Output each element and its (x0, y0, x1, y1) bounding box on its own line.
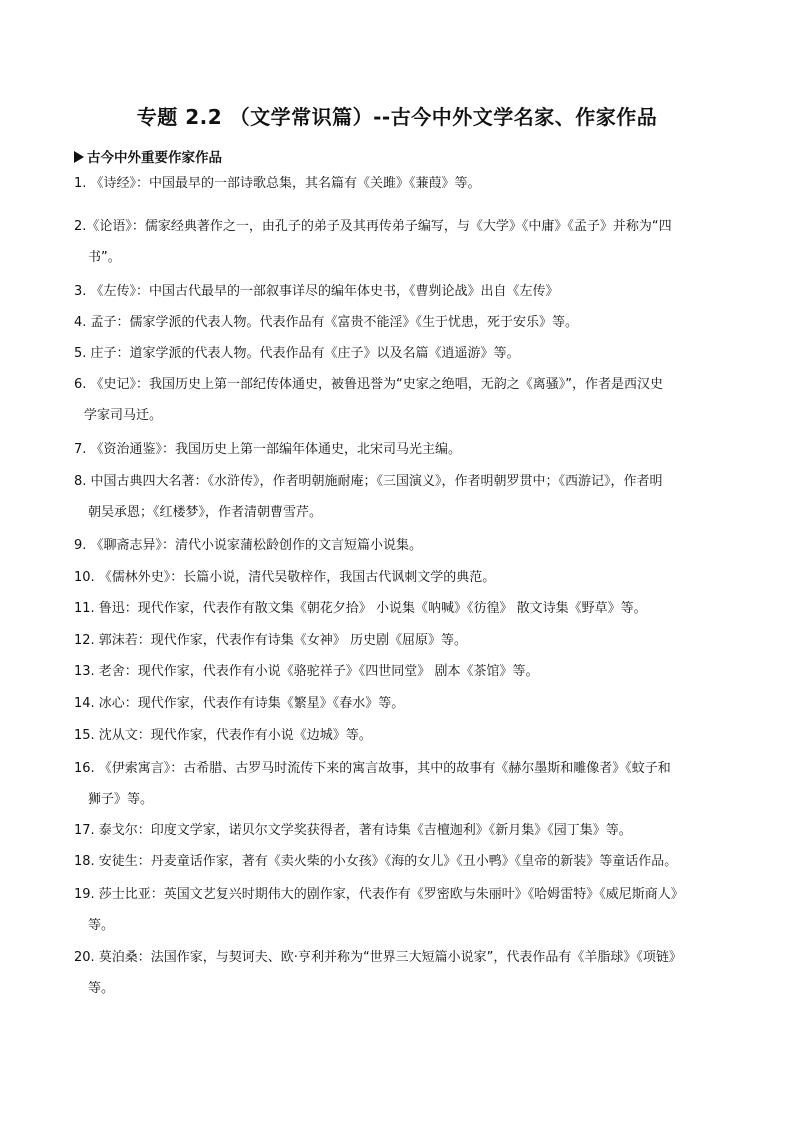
list-item (74, 879, 738, 941)
list-item (74, 168, 738, 199)
item-line-continued: 书”。 (88, 250, 121, 265)
item-line: 17. 泰戈尔：印度文学家，诺贝尔文学奖获得者，著有诗集《吉檀迦利》《新月集》《园丁集》等。 (74, 823, 632, 838)
item-line-continued: 等。 (88, 981, 115, 996)
item-line: 10. 《儒林外史》：长篇小说，清代吴敬梓作，我国古代讽刺文学的典范。 (74, 570, 496, 585)
list-item (74, 720, 738, 751)
item-line-continued: 学家司马迁。 (84, 408, 163, 423)
item-line: 15. 沈从文：现代作家，代表作有小说《边城》等。 (74, 728, 372, 743)
list-item (74, 307, 738, 338)
item-line: 11. 鲁迅：现代作家，代表作有散文集《朝花夕拾》 小说集《呐喊》《彷徨》 散文诗集《野草》等。 (74, 601, 647, 616)
list-item (74, 434, 738, 465)
section-heading-text: 古今中外重要作家作品 (87, 150, 222, 166)
item-line: 13. 老舍：现代作家，代表作有小说《骆驼祥子》《四世同堂》 剧本《茶馆》等。 (74, 664, 539, 679)
list-item (74, 815, 738, 846)
item-line: 8. 中国古典四大名著：《水浒传》，作者明朝施耐庵；《三国演义》，作者明朝罗贯中；《西游记》，作者明 (74, 474, 663, 489)
item-line: 5. 庄子：道家学派的代表人物。代表作品有《庄子》以及名篇《逍遥游》等。 (74, 346, 520, 361)
item-line: 16. 《伊索寓言》：古希腊、古罗马时流传下来的寓言故事，其中的故事有《赫尔墨斯和雕像者》《蚊子和 (74, 761, 671, 776)
list-item (74, 338, 738, 369)
triangle-bullet-icon (74, 151, 84, 163)
item-line-continued: 狮子》等。 (88, 792, 154, 807)
section-heading (74, 149, 222, 167)
list-item (74, 846, 738, 877)
item-line: 19. 莎士比亚：英国文艺复兴时期伟大的剧作家，代表作有《罗密欧与朱丽叶》《哈姆雷特》《威尼斯商人》 (74, 887, 684, 902)
item-line: 2.《论语》：儒家经典著作之一，由孔子的弟子及其再传弟子编写，与《大学》《中庸》《孟子》并称为“四 (74, 219, 672, 234)
item-line-continued: 朝吴承恩；《红楼梦》，作者清朝曹雪芹。 (88, 505, 323, 520)
item-line: 14. 冰心：现代作家，代表作有诗集《繁星》《春水》等。 (74, 696, 405, 711)
item-line: 20. 莫泊桑：法国作家，与契诃夫、欧·亨利并称为“世界三大短篇小说家”，代表作品有《羊脂球》《项链》 (74, 950, 682, 965)
list-item (74, 656, 738, 687)
list-item (74, 562, 738, 593)
item-line: 3. 《左传》：中国古代最早的一部叙事详尽的编年体史书，《曹刿论战》出自《左传》 (74, 284, 559, 299)
page-title: 专题 2.2 （文学常识篇）--古今中外文学名家、作家作品 (136, 105, 658, 129)
list-item (74, 688, 738, 719)
item-line: 12. 郭沫若：现代作家，代表作有诗集《女神》 历史剧《屈原》等。 (74, 633, 467, 648)
list-item (74, 466, 738, 528)
item-line: 18. 安徒生：丹麦童话作家，著有《卖火柴的小女孩》《海的女儿》《丑小鸭》《皇帝的新装》等童话作品。 (74, 854, 678, 869)
item-line: 9. 《聊斋志异》：清代小说家蒲松龄创作的文言短篇小说集。 (74, 538, 423, 553)
list-item (74, 530, 738, 561)
list-item (74, 276, 738, 307)
list-item (74, 753, 738, 815)
item-line: 6. 《史记》：我国历史上第一部纪传体通史，被鲁迅誉为“史家之绝唱，无韵之《离骚》”，作者是西汉史 (74, 377, 664, 392)
list-item (74, 211, 738, 273)
list-item (74, 942, 738, 1004)
list-item (74, 593, 738, 624)
item-line: 7. 《资治通鉴》：我国历史上第一部编年体通史，北宋司马光主编。 (74, 442, 462, 457)
list-item (74, 369, 738, 431)
item-line-continued: 等。 (88, 918, 115, 933)
list-item (74, 625, 738, 656)
item-line: 1. 《诗经》：中国最早的一部诗歌总集，其名篇有《关雎》《蒹葭》等。 (74, 176, 481, 191)
item-line: 4. 孟子：儒家学派的代表人物。代表作品有《富贵不能淫》《生于忧患，死于安乐》等。 (74, 315, 579, 330)
